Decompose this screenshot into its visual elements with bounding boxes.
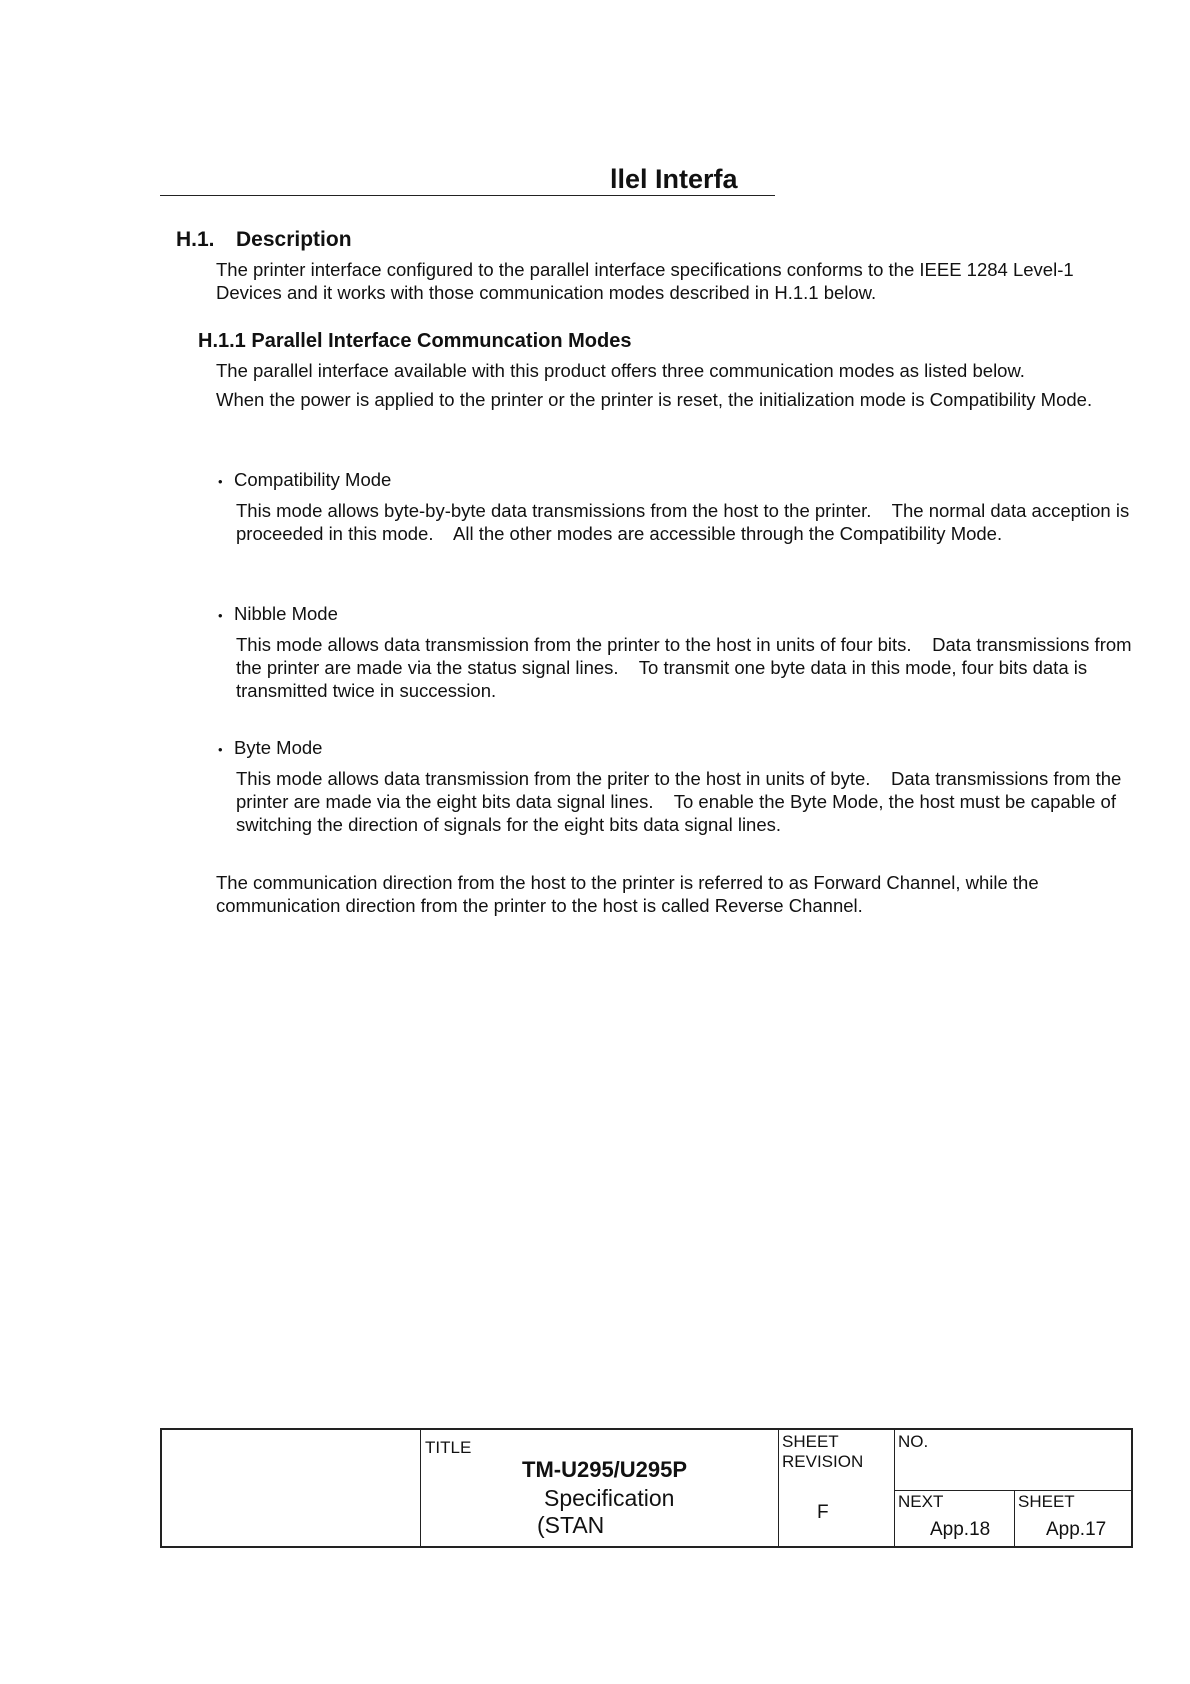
model-name: TM-U295/U295P [522, 1457, 688, 1482]
title-block-divider [778, 1430, 779, 1546]
revision-label: REVISION [782, 1452, 864, 1471]
number-label: NO. [898, 1432, 929, 1451]
mode-description-nibble: This mode allows data transmission from the printer to the host in units of four bits. Data transmissions from the printer are made via the status signal lines. To transmit one byte data in this mode, four bits data is transmitted twice in succession. [236, 634, 1132, 701]
title-block-divider [420, 1430, 421, 1546]
document-type: Specification [544, 1485, 675, 1511]
next-value: App.18 [930, 1519, 991, 1540]
next-label: NEXT [898, 1492, 944, 1511]
mode-description-byte: This mode allows data transmission from the priter to the host in units of byte. Data transmissions from the printer are made via the eight bits data signal lines. To enable the Byte Mode, the host must be capable of switching the direction of signals for the eight bits data signal lines. [236, 768, 1122, 835]
bullet-icon: • [218, 474, 223, 489]
mode-name: Nibble Mode [234, 603, 338, 624]
sheet-value: App.17 [1046, 1519, 1107, 1540]
header-rule [160, 195, 775, 196]
mode-description-compatibility: This mode allows byte-by-byte data transmissions from the host to the printer. The normal data acception is proceeded in this mode. All the other modes are accessible through the Compatibility Mode. [236, 500, 1130, 544]
title-block [160, 1428, 1133, 1548]
bullet-icon: • [218, 608, 223, 623]
title-block-divider [894, 1490, 1131, 1491]
mode-name: Compatibility Mode [234, 469, 392, 490]
mode-name: Byte Mode [234, 737, 323, 758]
revision-value: F [817, 1502, 829, 1523]
section-title: Description [236, 228, 352, 251]
page-header-title: llel Interfa [610, 164, 738, 194]
sheet-label-2: SHEET [1018, 1492, 1075, 1511]
mode-bullet-nibble [218, 603, 338, 625]
section-description: The printer interface configured to the parallel interface specifications conforms to the IEEE 1284 Level-1 Devices and it works with those communication modes described in H.1.1 below. [216, 259, 1074, 303]
title-block-divider [894, 1430, 895, 1546]
title-block-divider [1014, 1490, 1015, 1546]
subsection-heading: H.1.1 Parallel Interface Communcation Modes [198, 330, 632, 352]
mode-bullet-byte [218, 737, 322, 759]
subsection-intro-1: The parallel interface available with this product offers three communication modes as listed below. [216, 360, 1025, 381]
section-number: H.1. [176, 228, 215, 251]
sheet-label: SHEET [782, 1432, 839, 1451]
closing-paragraph: The communication direction from the host to the printer is referred to as Forward Channel, while the communication direction from the printer to the host is called Reverse Channel. [216, 872, 1039, 916]
mode-bullet-compatibility [218, 469, 391, 491]
title-label: TITLE [425, 1438, 472, 1457]
document-type-suffix: (STAN [537, 1512, 605, 1538]
bullet-icon: • [218, 742, 223, 757]
section-heading [176, 228, 352, 252]
subsection-intro-2: When the power is applied to the printer or the printer is reset, the initialization mode is Compatibility Mode. [216, 389, 1093, 410]
